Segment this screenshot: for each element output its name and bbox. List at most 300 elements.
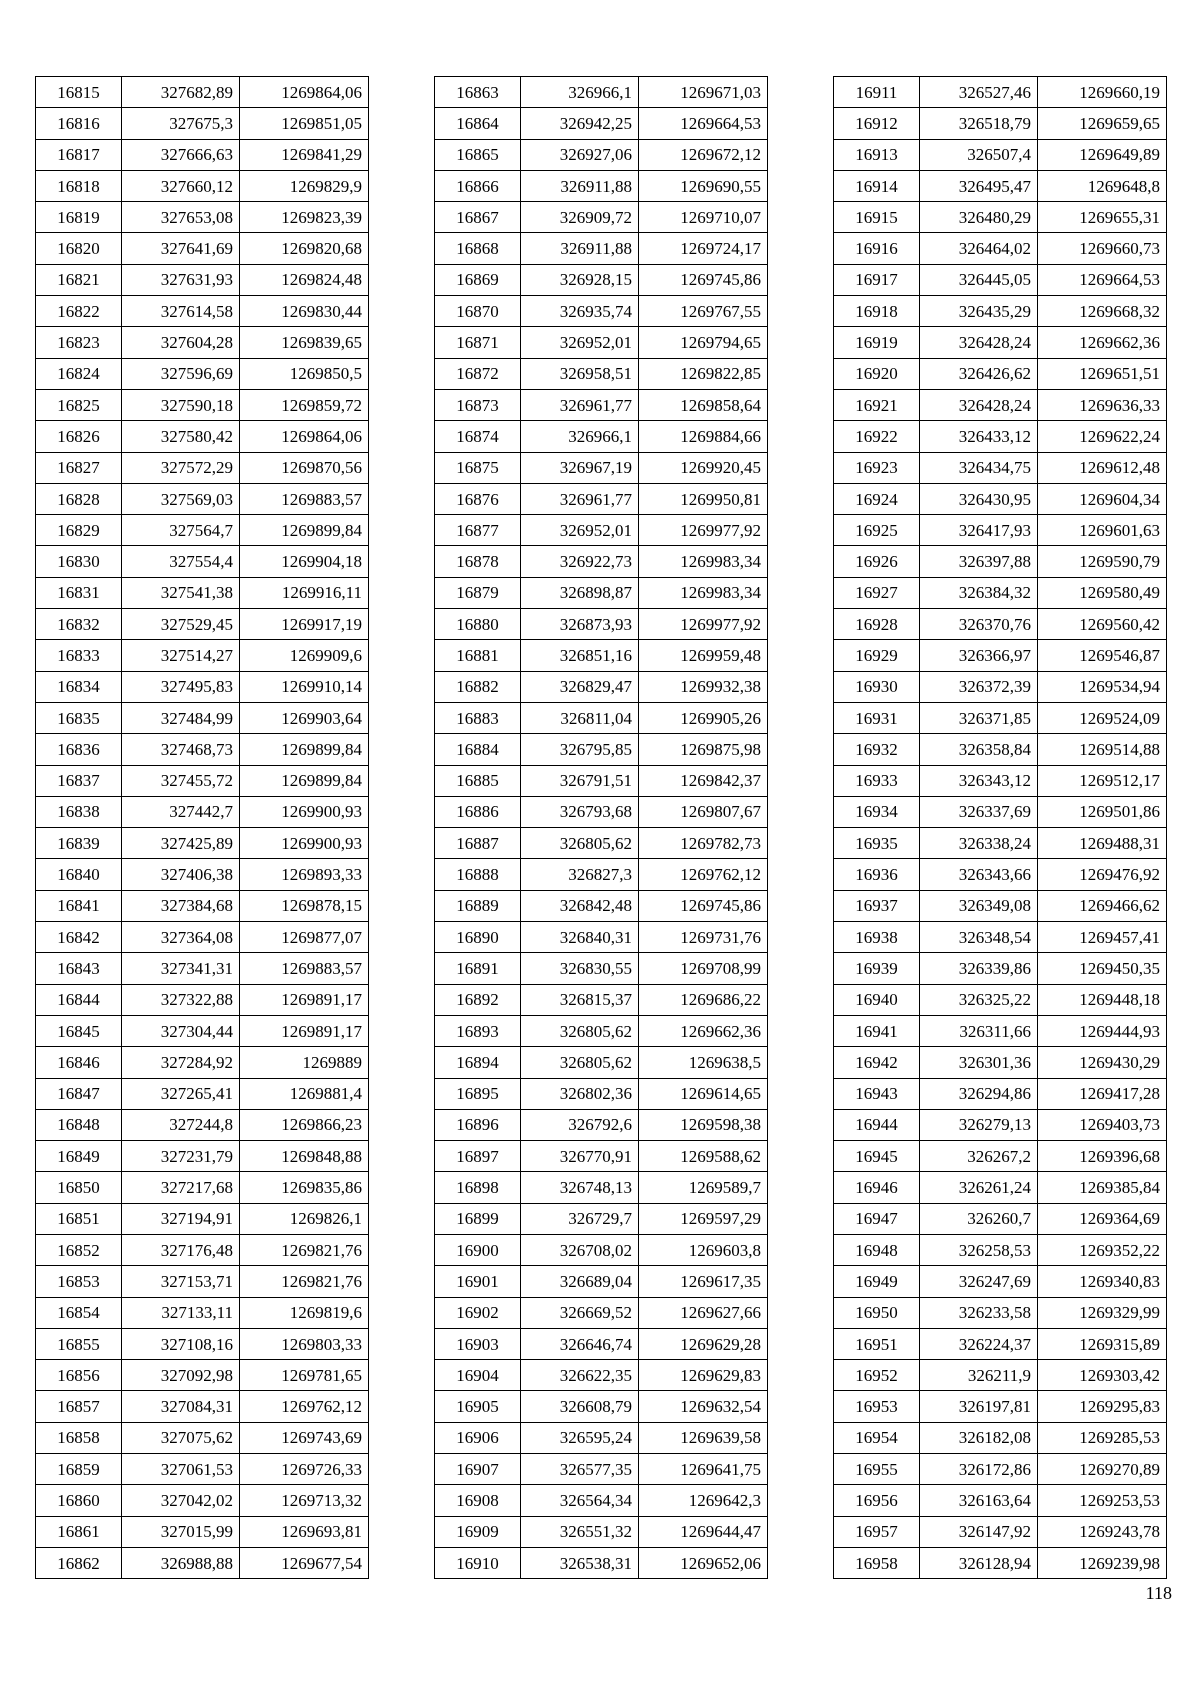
- table-row: [435, 734, 768, 765]
- point-number-cell: 16874: [435, 421, 521, 452]
- table-row: [435, 483, 768, 514]
- y-coordinate-cell: 1269285,53: [1038, 1422, 1167, 1453]
- x-coordinate-cell: 326811,04: [521, 702, 639, 733]
- point-number-cell: 16920: [834, 358, 920, 389]
- point-number-cell: 16887: [435, 828, 521, 859]
- y-coordinate-cell: 1269803,33: [240, 1328, 369, 1359]
- y-coordinate-cell: 1269950,81: [639, 483, 768, 514]
- y-coordinate-cell: 1269488,31: [1038, 828, 1167, 859]
- table-row: [834, 1454, 1167, 1485]
- point-number-cell: 16928: [834, 609, 920, 640]
- point-number-cell: 16886: [435, 796, 521, 827]
- x-coordinate-cell: 326708,02: [521, 1234, 639, 1265]
- table-row: [36, 1328, 369, 1359]
- y-coordinate-cell: 1269821,76: [240, 1234, 369, 1265]
- y-coordinate-cell: 1269870,56: [240, 452, 369, 483]
- x-coordinate-cell: 326608,79: [521, 1391, 639, 1422]
- y-coordinate-cell: 1269642,3: [639, 1485, 768, 1516]
- point-number-cell: 16917: [834, 264, 920, 295]
- x-coordinate-cell: 326426,62: [920, 358, 1038, 389]
- y-coordinate-cell: 1269641,75: [639, 1454, 768, 1485]
- x-coordinate-cell: 326842,48: [521, 890, 639, 921]
- table-row: [435, 796, 768, 827]
- table-row: [36, 609, 369, 640]
- y-coordinate-cell: 1269820,68: [240, 233, 369, 264]
- table-row: [834, 890, 1167, 921]
- y-coordinate-cell: 1269903,64: [240, 702, 369, 733]
- y-coordinate-cell: 1269977,92: [639, 609, 768, 640]
- x-coordinate-cell: 327265,41: [122, 1078, 240, 1109]
- point-number-cell: 16836: [36, 734, 122, 765]
- y-coordinate-cell: 1269891,17: [240, 1015, 369, 1046]
- y-coordinate-cell: 1269651,51: [1038, 358, 1167, 389]
- y-coordinate-cell: 1269659,65: [1038, 108, 1167, 139]
- table-row: [435, 1297, 768, 1328]
- point-number-cell: 16869: [435, 264, 521, 295]
- y-coordinate-cell: 1269430,29: [1038, 1047, 1167, 1078]
- y-coordinate-cell: 1269724,17: [639, 233, 768, 264]
- x-coordinate-cell: 326952,01: [521, 515, 639, 546]
- point-number-cell: 16835: [36, 702, 122, 733]
- y-coordinate-cell: 1269690,55: [639, 170, 768, 201]
- point-number-cell: 16958: [834, 1547, 920, 1578]
- table-row: [834, 796, 1167, 827]
- y-coordinate-cell: 1269842,37: [639, 765, 768, 796]
- y-coordinate-cell: 1269686,22: [639, 984, 768, 1015]
- point-number-cell: 16914: [834, 170, 920, 201]
- point-number-cell: 16891: [435, 953, 521, 984]
- table-row: [834, 1141, 1167, 1172]
- point-number-cell: 16906: [435, 1422, 521, 1453]
- y-coordinate-cell: 1269622,24: [1038, 421, 1167, 452]
- y-coordinate-cell: 1269851,05: [240, 108, 369, 139]
- point-number-cell: 16957: [834, 1516, 920, 1547]
- y-coordinate-cell: 1269781,65: [240, 1360, 369, 1391]
- table-row: [36, 546, 369, 577]
- x-coordinate-cell: 327153,71: [122, 1266, 240, 1297]
- x-coordinate-cell: 326911,88: [521, 233, 639, 264]
- x-coordinate-cell: 326829,47: [521, 671, 639, 702]
- table-row: [435, 1454, 768, 1485]
- table-row: [36, 1109, 369, 1140]
- point-number-cell: 16909: [435, 1516, 521, 1547]
- table-row: [36, 483, 369, 514]
- y-coordinate-cell: 1269671,03: [639, 77, 768, 108]
- table-row: [36, 1015, 369, 1046]
- point-number-cell: 16911: [834, 77, 920, 108]
- point-number-cell: 16941: [834, 1015, 920, 1046]
- x-coordinate-cell: 326830,55: [521, 953, 639, 984]
- y-coordinate-cell: 1269743,69: [240, 1422, 369, 1453]
- point-number-cell: 16818: [36, 170, 122, 201]
- point-number-cell: 16890: [435, 922, 521, 953]
- y-coordinate-cell: 1269560,42: [1038, 609, 1167, 640]
- point-number-cell: 16953: [834, 1391, 920, 1422]
- point-number-cell: 16938: [834, 922, 920, 953]
- point-number-cell: 16936: [834, 859, 920, 890]
- table-row: [834, 1078, 1167, 1109]
- table-row: [36, 1454, 369, 1485]
- table-row: [36, 170, 369, 201]
- x-coordinate-cell: 327666,63: [122, 139, 240, 170]
- table-row: [36, 1141, 369, 1172]
- y-coordinate-cell: 1269900,93: [240, 796, 369, 827]
- x-coordinate-cell: 327384,68: [122, 890, 240, 921]
- point-number-cell: 16910: [435, 1547, 521, 1578]
- table-row: [36, 139, 369, 170]
- y-coordinate-cell: 1269917,19: [240, 609, 369, 640]
- x-coordinate-cell: 327442,7: [122, 796, 240, 827]
- x-coordinate-cell: 326435,29: [920, 296, 1038, 327]
- point-number-cell: 16828: [36, 483, 122, 514]
- point-number-cell: 16850: [36, 1172, 122, 1203]
- table-row: [435, 77, 768, 108]
- table-row: [36, 1203, 369, 1234]
- point-number-cell: 16821: [36, 264, 122, 295]
- x-coordinate-cell: 326770,91: [521, 1141, 639, 1172]
- table-row: [834, 421, 1167, 452]
- table-row: [834, 139, 1167, 170]
- table-row: [834, 1360, 1167, 1391]
- y-coordinate-cell: 1269524,09: [1038, 702, 1167, 733]
- table-row: [435, 1328, 768, 1359]
- x-coordinate-cell: 327061,53: [122, 1454, 240, 1485]
- point-number-cell: 16918: [834, 296, 920, 327]
- y-coordinate-cell: 1269664,53: [1038, 264, 1167, 295]
- y-coordinate-cell: 1269466,62: [1038, 890, 1167, 921]
- point-number-cell: 16830: [36, 546, 122, 577]
- table-row: [36, 1391, 369, 1422]
- x-coordinate-cell: 326172,86: [920, 1454, 1038, 1485]
- table-row: [834, 1047, 1167, 1078]
- table-row: [435, 139, 768, 170]
- table-row: [36, 953, 369, 984]
- table-row: [435, 828, 768, 859]
- table-row: [834, 702, 1167, 733]
- point-number-cell: 16948: [834, 1234, 920, 1265]
- x-coordinate-cell: 326538,31: [521, 1547, 639, 1578]
- table-row: [834, 953, 1167, 984]
- x-coordinate-cell: 327244,8: [122, 1109, 240, 1140]
- point-number-cell: 16817: [36, 139, 122, 170]
- x-coordinate-cell: 327231,79: [122, 1141, 240, 1172]
- point-number-cell: 16942: [834, 1047, 920, 1078]
- point-number-cell: 16888: [435, 859, 521, 890]
- point-number-cell: 16824: [36, 358, 122, 389]
- table-row: [36, 452, 369, 483]
- table-row: [834, 734, 1167, 765]
- table-row: [834, 202, 1167, 233]
- y-coordinate-cell: 1269672,12: [639, 139, 768, 170]
- table-row: [834, 358, 1167, 389]
- table-row: [435, 1015, 768, 1046]
- point-number-cell: 16933: [834, 765, 920, 796]
- table-row: [834, 296, 1167, 327]
- table-row: [834, 1516, 1167, 1547]
- y-coordinate-cell: 1269652,06: [639, 1547, 768, 1578]
- x-coordinate-cell: 326840,31: [521, 922, 639, 953]
- point-number-cell: 16842: [36, 922, 122, 953]
- x-coordinate-cell: 326935,74: [521, 296, 639, 327]
- point-number-cell: 16878: [435, 546, 521, 577]
- coordinate-table-3: [833, 76, 1167, 1579]
- table-row: [36, 1297, 369, 1328]
- x-coordinate-cell: 326942,25: [521, 108, 639, 139]
- table-row: [36, 890, 369, 921]
- table-row: [834, 1015, 1167, 1046]
- point-number-cell: 16829: [36, 515, 122, 546]
- y-coordinate-cell: 1269910,14: [240, 671, 369, 702]
- x-coordinate-cell: 326372,39: [920, 671, 1038, 702]
- table-row: [435, 953, 768, 984]
- y-coordinate-cell: 1269514,88: [1038, 734, 1167, 765]
- y-coordinate-cell: 1269762,12: [639, 859, 768, 890]
- point-number-cell: 16939: [834, 953, 920, 984]
- x-coordinate-cell: 326247,69: [920, 1266, 1038, 1297]
- y-coordinate-cell: 1269512,17: [1038, 765, 1167, 796]
- y-coordinate-cell: 1269629,28: [639, 1328, 768, 1359]
- x-coordinate-cell: 327580,42: [122, 421, 240, 452]
- table-row: [36, 421, 369, 452]
- x-coordinate-cell: 327572,29: [122, 452, 240, 483]
- table-row: [435, 296, 768, 327]
- point-number-cell: 16831: [36, 577, 122, 608]
- y-coordinate-cell: 1269329,99: [1038, 1297, 1167, 1328]
- table-row: [36, 77, 369, 108]
- x-coordinate-cell: 326961,77: [521, 389, 639, 420]
- x-coordinate-cell: 327590,18: [122, 389, 240, 420]
- y-coordinate-cell: 1269708,99: [639, 953, 768, 984]
- x-coordinate-cell: 327554,4: [122, 546, 240, 577]
- table-row: [834, 1422, 1167, 1453]
- y-coordinate-cell: 1269848,88: [240, 1141, 369, 1172]
- x-coordinate-cell: 327675,3: [122, 108, 240, 139]
- y-coordinate-cell: 1269822,85: [639, 358, 768, 389]
- x-coordinate-cell: 326343,12: [920, 765, 1038, 796]
- table-row: [36, 1047, 369, 1078]
- table-row: [834, 577, 1167, 608]
- table-row: [435, 577, 768, 608]
- table-row: [36, 1078, 369, 1109]
- x-coordinate-cell: 326793,68: [521, 796, 639, 827]
- x-coordinate-cell: 326518,79: [920, 108, 1038, 139]
- x-coordinate-cell: 326343,66: [920, 859, 1038, 890]
- point-number-cell: 16949: [834, 1266, 920, 1297]
- point-number-cell: 16903: [435, 1328, 521, 1359]
- table-row: [36, 1516, 369, 1547]
- x-coordinate-cell: 326495,47: [920, 170, 1038, 201]
- x-coordinate-cell: 327541,38: [122, 577, 240, 608]
- point-number-cell: 16919: [834, 327, 920, 358]
- table-row: [435, 327, 768, 358]
- y-coordinate-cell: 1269762,12: [240, 1391, 369, 1422]
- y-coordinate-cell: 1269243,78: [1038, 1516, 1167, 1547]
- x-coordinate-cell: 326595,24: [521, 1422, 639, 1453]
- table-row: [834, 515, 1167, 546]
- y-coordinate-cell: 1269731,76: [639, 922, 768, 953]
- y-coordinate-cell: 1269589,7: [639, 1172, 768, 1203]
- point-number-cell: 16839: [36, 828, 122, 859]
- coordinate-table-2: [434, 76, 768, 1579]
- x-coordinate-cell: 326873,93: [521, 609, 639, 640]
- x-coordinate-cell: 327284,92: [122, 1047, 240, 1078]
- y-coordinate-cell: 1269899,84: [240, 515, 369, 546]
- point-number-cell: 16825: [36, 389, 122, 420]
- y-coordinate-cell: 1269638,5: [639, 1047, 768, 1078]
- x-coordinate-cell: 326792,6: [521, 1109, 639, 1140]
- x-coordinate-cell: 327217,68: [122, 1172, 240, 1203]
- point-number-cell: 16873: [435, 389, 521, 420]
- x-coordinate-cell: 326827,3: [521, 859, 639, 890]
- x-coordinate-cell: 326988,88: [122, 1547, 240, 1578]
- x-coordinate-cell: 327596,69: [122, 358, 240, 389]
- y-coordinate-cell: 1269983,34: [639, 546, 768, 577]
- table-row: [36, 984, 369, 1015]
- point-number-cell: 16921: [834, 389, 920, 420]
- table-row: [36, 515, 369, 546]
- point-number-cell: 16897: [435, 1141, 521, 1172]
- table-row: [36, 671, 369, 702]
- point-number-cell: 16823: [36, 327, 122, 358]
- table-row: [834, 264, 1167, 295]
- table-row: [435, 1547, 768, 1578]
- table-row: [435, 1047, 768, 1078]
- x-coordinate-cell: 327341,31: [122, 953, 240, 984]
- x-coordinate-cell: 326646,74: [521, 1328, 639, 1359]
- y-coordinate-cell: 1269664,53: [639, 108, 768, 139]
- table-row: [36, 765, 369, 796]
- x-coordinate-cell: 326795,85: [521, 734, 639, 765]
- x-coordinate-cell: 326805,62: [521, 1015, 639, 1046]
- table-row: [36, 1485, 369, 1516]
- y-coordinate-cell: 1269767,55: [639, 296, 768, 327]
- table-row: [435, 1203, 768, 1234]
- x-coordinate-cell: 327514,27: [122, 640, 240, 671]
- x-coordinate-cell: 327304,44: [122, 1015, 240, 1046]
- y-coordinate-cell: 1269875,98: [639, 734, 768, 765]
- point-number-cell: 16880: [435, 609, 521, 640]
- table-row: [435, 1234, 768, 1265]
- y-coordinate-cell: 1269340,83: [1038, 1266, 1167, 1297]
- table-row: [834, 609, 1167, 640]
- x-coordinate-cell: 326564,34: [521, 1485, 639, 1516]
- table-row: [435, 890, 768, 921]
- y-coordinate-cell: 1269859,72: [240, 389, 369, 420]
- x-coordinate-cell: 326339,86: [920, 953, 1038, 984]
- x-coordinate-cell: 326163,64: [920, 1485, 1038, 1516]
- table-row: [834, 1485, 1167, 1516]
- table-row: [834, 77, 1167, 108]
- x-coordinate-cell: 326433,12: [920, 421, 1038, 452]
- x-coordinate-cell: 326128,94: [920, 1547, 1038, 1578]
- x-coordinate-cell: 327084,31: [122, 1391, 240, 1422]
- y-coordinate-cell: 1269270,89: [1038, 1454, 1167, 1485]
- y-coordinate-cell: 1269604,34: [1038, 483, 1167, 514]
- point-number-cell: 16862: [36, 1547, 122, 1578]
- x-coordinate-cell: 326551,32: [521, 1516, 639, 1547]
- point-number-cell: 16871: [435, 327, 521, 358]
- x-coordinate-cell: 326480,29: [920, 202, 1038, 233]
- table-row: [435, 358, 768, 389]
- table-row: [834, 1391, 1167, 1422]
- table-row: [435, 922, 768, 953]
- point-number-cell: 16856: [36, 1360, 122, 1391]
- x-coordinate-cell: 326428,24: [920, 327, 1038, 358]
- point-number-cell: 16943: [834, 1078, 920, 1109]
- point-number-cell: 16857: [36, 1391, 122, 1422]
- table-row: [435, 765, 768, 796]
- y-coordinate-cell: 1269904,18: [240, 546, 369, 577]
- y-coordinate-cell: 1269889: [240, 1047, 369, 1078]
- x-coordinate-cell: 326911,88: [521, 170, 639, 201]
- point-number-cell: 16924: [834, 483, 920, 514]
- table-row: [834, 389, 1167, 420]
- x-coordinate-cell: 326397,88: [920, 546, 1038, 577]
- y-coordinate-cell: 1269920,45: [639, 452, 768, 483]
- x-coordinate-cell: 326358,84: [920, 734, 1038, 765]
- point-number-cell: 16882: [435, 671, 521, 702]
- table-row: [435, 1485, 768, 1516]
- point-number-cell: 16863: [435, 77, 521, 108]
- y-coordinate-cell: 1269677,54: [240, 1547, 369, 1578]
- x-coordinate-cell: 327364,08: [122, 922, 240, 953]
- y-coordinate-cell: 1269959,48: [639, 640, 768, 671]
- point-number-cell: 16935: [834, 828, 920, 859]
- point-number-cell: 16841: [36, 890, 122, 921]
- x-coordinate-cell: 327529,45: [122, 609, 240, 640]
- x-coordinate-cell: 326791,51: [521, 765, 639, 796]
- table-row: [834, 640, 1167, 671]
- table-row: [834, 1203, 1167, 1234]
- y-coordinate-cell: 1269295,83: [1038, 1391, 1167, 1422]
- x-coordinate-cell: 327108,16: [122, 1328, 240, 1359]
- x-coordinate-cell: 327682,89: [122, 77, 240, 108]
- table-row: [435, 421, 768, 452]
- x-coordinate-cell: 326898,87: [521, 577, 639, 608]
- point-number-cell: 16838: [36, 796, 122, 827]
- point-number-cell: 16885: [435, 765, 521, 796]
- y-coordinate-cell: 1269580,49: [1038, 577, 1167, 608]
- x-coordinate-cell: 327641,69: [122, 233, 240, 264]
- table-row: [435, 233, 768, 264]
- y-coordinate-cell: 1269745,86: [639, 264, 768, 295]
- point-number-cell: 16945: [834, 1141, 920, 1172]
- point-number-cell: 16843: [36, 953, 122, 984]
- point-number-cell: 16866: [435, 170, 521, 201]
- point-number-cell: 16894: [435, 1047, 521, 1078]
- point-number-cell: 16876: [435, 483, 521, 514]
- y-coordinate-cell: 1269385,84: [1038, 1172, 1167, 1203]
- coordinate-table-1: [35, 76, 369, 1579]
- y-coordinate-cell: 1269546,87: [1038, 640, 1167, 671]
- x-coordinate-cell: 327468,73: [122, 734, 240, 765]
- x-coordinate-cell: 327406,38: [122, 859, 240, 890]
- y-coordinate-cell: 1269660,73: [1038, 233, 1167, 264]
- y-coordinate-cell: 1269476,92: [1038, 859, 1167, 890]
- y-coordinate-cell: 1269893,33: [240, 859, 369, 890]
- y-coordinate-cell: 1269878,15: [240, 890, 369, 921]
- point-number-cell: 16931: [834, 702, 920, 733]
- x-coordinate-cell: 327092,98: [122, 1360, 240, 1391]
- x-coordinate-cell: 326384,32: [920, 577, 1038, 608]
- point-number-cell: 16916: [834, 233, 920, 264]
- x-coordinate-cell: 327042,02: [122, 1485, 240, 1516]
- point-number-cell: 16898: [435, 1172, 521, 1203]
- x-coordinate-cell: 326689,04: [521, 1266, 639, 1297]
- point-number-cell: 16923: [834, 452, 920, 483]
- y-coordinate-cell: 1269655,31: [1038, 202, 1167, 233]
- y-coordinate-cell: 1269612,48: [1038, 452, 1167, 483]
